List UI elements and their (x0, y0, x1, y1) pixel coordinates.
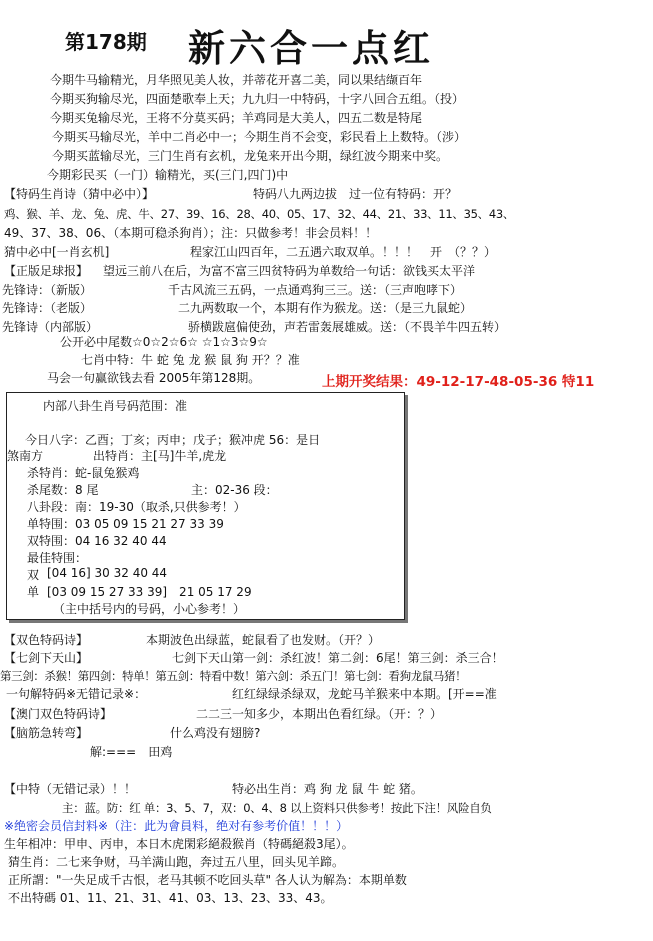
qijian-line-3-right: 红红绿绿杀绿双，龙蛇马羊猴来中本期。[开==准 (232, 687, 497, 701)
box-zhu: 主：02-36 段： (191, 483, 278, 497)
box-best-dan: [03 09 15 27 33 39] 21 05 17 29 (47, 585, 252, 599)
box-best: 最佳特围： (27, 551, 88, 565)
box-best-dan-label: 单 (27, 585, 40, 599)
pioneer-label-old: 先锋诗：（老版） (2, 301, 93, 315)
box-sha-te: 杀特肖：蛇-鼠兔猴鸡 (27, 466, 140, 480)
box-best-shuang: [04 16] 30 32 40 44 (47, 566, 168, 580)
seven-zodiac-line: 七肖中特：牛 蛇 兔 龙 猴 鼠 狗 开？？准 (81, 353, 300, 367)
box-title: 内部八卦生肖号码范围：准 (43, 399, 188, 413)
zhongte-line-2: 主：蓝。防：红 单：3、5、7，双：0、4、8 以上资料只供参考！按此下注！风险自负 (62, 801, 492, 815)
box-best-shuang-label: 双 (27, 568, 40, 582)
qijian-line-2: 第三剑：杀猴！第四剑：特单！第五剑：特看中数！第六剑：杀五门！第七剑：看狗龙鼠马猪！ (0, 669, 467, 683)
qijian-line-1: 七剑下天山第一剑：杀红波！第二剑：6尾！第三剑：杀三合！ (172, 651, 504, 665)
qijian-line-3-left: 一句解特码※无错记录※： (6, 687, 147, 701)
intro-line-2: 今期买狗输尽光，四面楚歌奉上天；九九归一中特码，十字八回合五组。（投） (50, 92, 465, 106)
guess-left: 猜中必中[一肖玄机] (4, 245, 110, 259)
pioneer-text-new: 千古风流三五码，一点通鸡狗三三。送：（三声咆哮下） (168, 283, 463, 297)
issue-number: 第178期 (65, 30, 147, 54)
zhongte-line-3: ※绝密会员信封料※（注：此为會員料，绝对有参考价值！！！） (4, 819, 349, 833)
box-note: （主中括号内的号码，小心参考！） (53, 602, 246, 616)
zhongte-shengxiao: 特必出生肖：鸡 狗 龙 鼠 牛 蛇 猪。 (232, 782, 423, 796)
zhongte-line-4: 生年相冲：甲申、丙申，本日木虎閑彩絕殺猴肖（特碼絕殺3尾）。 (4, 837, 354, 851)
guess-right: 程家江山四百年，二五遇六取双单。！！！ 开 （？？） (190, 245, 497, 259)
box-chu-te: 出特肖：主[马]牛羊,虎龙 (93, 449, 227, 463)
last-result: 上期开奖结果：49-12-17-48-05-36 特11 (322, 374, 595, 390)
shuangse-header: 【双色特码诗】 (4, 633, 89, 647)
zhongte-header: 【中特（无错记录）！！ (4, 782, 137, 796)
zhongte-line-7: 不出特碼 01、11、21、31、41、03、13、23、33、43。 (8, 891, 333, 905)
qijian-header: 【七剑下天山】 (4, 651, 89, 665)
horse-line: 马会一句赢欲钱去看 2005年第128期。 (47, 371, 261, 385)
macau-header: 【澳门双色特码诗】 (4, 707, 113, 721)
riddle-header: 【脑筋急转弯】 (4, 726, 89, 740)
box-sha-direction: 煞南方 (7, 449, 44, 463)
box-bagua: 八卦段：南：19-30（取杀,只供参考！） (27, 500, 246, 514)
intro-line-1: 今期牛马输精光，月华照见美人妆，并蒂花开喜二美，同以果结缬百年 (50, 73, 423, 87)
tema-poem-header: 【特码生肖诗（猜中必中）】 (4, 187, 155, 201)
intro-line-4: 今期买马输尽光，羊中二肖必中一；今期生肖不会变，彩民看上上数特。（涉） (52, 130, 467, 144)
page-title: 新六合一点红 (188, 26, 434, 70)
tail-numbers-line: 公开必中尾数☆0☆2☆6☆ ☆1☆3☆9☆ (60, 335, 268, 349)
tema-numbers-line-1: 鸡、猴、羊、龙、兔、虎、牛、27、39、16、28、40、05、17、32、44、21、33、11、35、43、 (4, 207, 515, 221)
intro-line-6: 今期彩民买（一门）输精光，买(三门,四门)中 (47, 168, 289, 182)
box-shuang-range: 双特围：04 16 32 40 44 (27, 534, 167, 548)
pioneer-text-internal: 骄横跋扈偏使劲，声若雷轰展雄威。送：（不畏羊牛四五转） (188, 320, 507, 334)
zhengban-text: 望远三前八在后，为富不富三四贫特码为单数给一句话：欲钱买太平洋 (103, 264, 476, 278)
zhongte-line-6: 正所謂："一失足成千古恨，老马其顿不吃回头草" 各人认为解為：本期单数 (8, 873, 407, 887)
zhengban-header: 【正版足球报】 (4, 264, 89, 278)
pioneer-label-new: 先锋诗：（新版） (2, 283, 93, 297)
box-dan-range: 单特围：03 05 09 15 21 27 33 39 (27, 517, 224, 531)
pioneer-label-internal: 先锋诗（内部版） (2, 320, 99, 334)
macau-text: 二二三一知多少，本期出色看红绿。（开：？） (196, 707, 443, 721)
riddle-answer: 解:=== 田鸡 (90, 745, 173, 759)
pioneer-text-old: 二九两数取一个，本期有作为猴龙。送：（是三九鼠蛇） (178, 301, 473, 315)
internal-range-box (6, 392, 405, 620)
riddle-question: 什么鸡没有翅膀? (170, 726, 261, 740)
intro-line-5: 今期买蓝输尽光，三门生肖有玄机，龙兔来开出今期，绿红波今期来中奖。 (52, 149, 449, 163)
intro-line-3: 今期买兔输尽光，王将不分莫买码；羊鸡同是大美人，四五二数是特尾 (50, 111, 423, 125)
box-sha-wei: 杀尾数：8 尾 (27, 483, 99, 497)
tema-numbers-line-2: 49、37、38、06、（本期可稳杀狗肖）；注：只做参考！非会员料！！ (4, 226, 378, 240)
tema-poem-right: 特码八九两边拔 过一位有特码：开？ (253, 187, 458, 201)
zhongte-line-5: 猜生肖：二七来争财，马羊满山跑，奔过五八里，回头见羊蹄。 (8, 855, 345, 869)
shuangse-text: 本期波色出绿蓝，蛇鼠看了也发财。（开？） (146, 633, 381, 647)
box-bazi: 今日八字：乙酉；丁亥；丙申；戊子；猴冲虎 56：是日 (25, 433, 321, 447)
